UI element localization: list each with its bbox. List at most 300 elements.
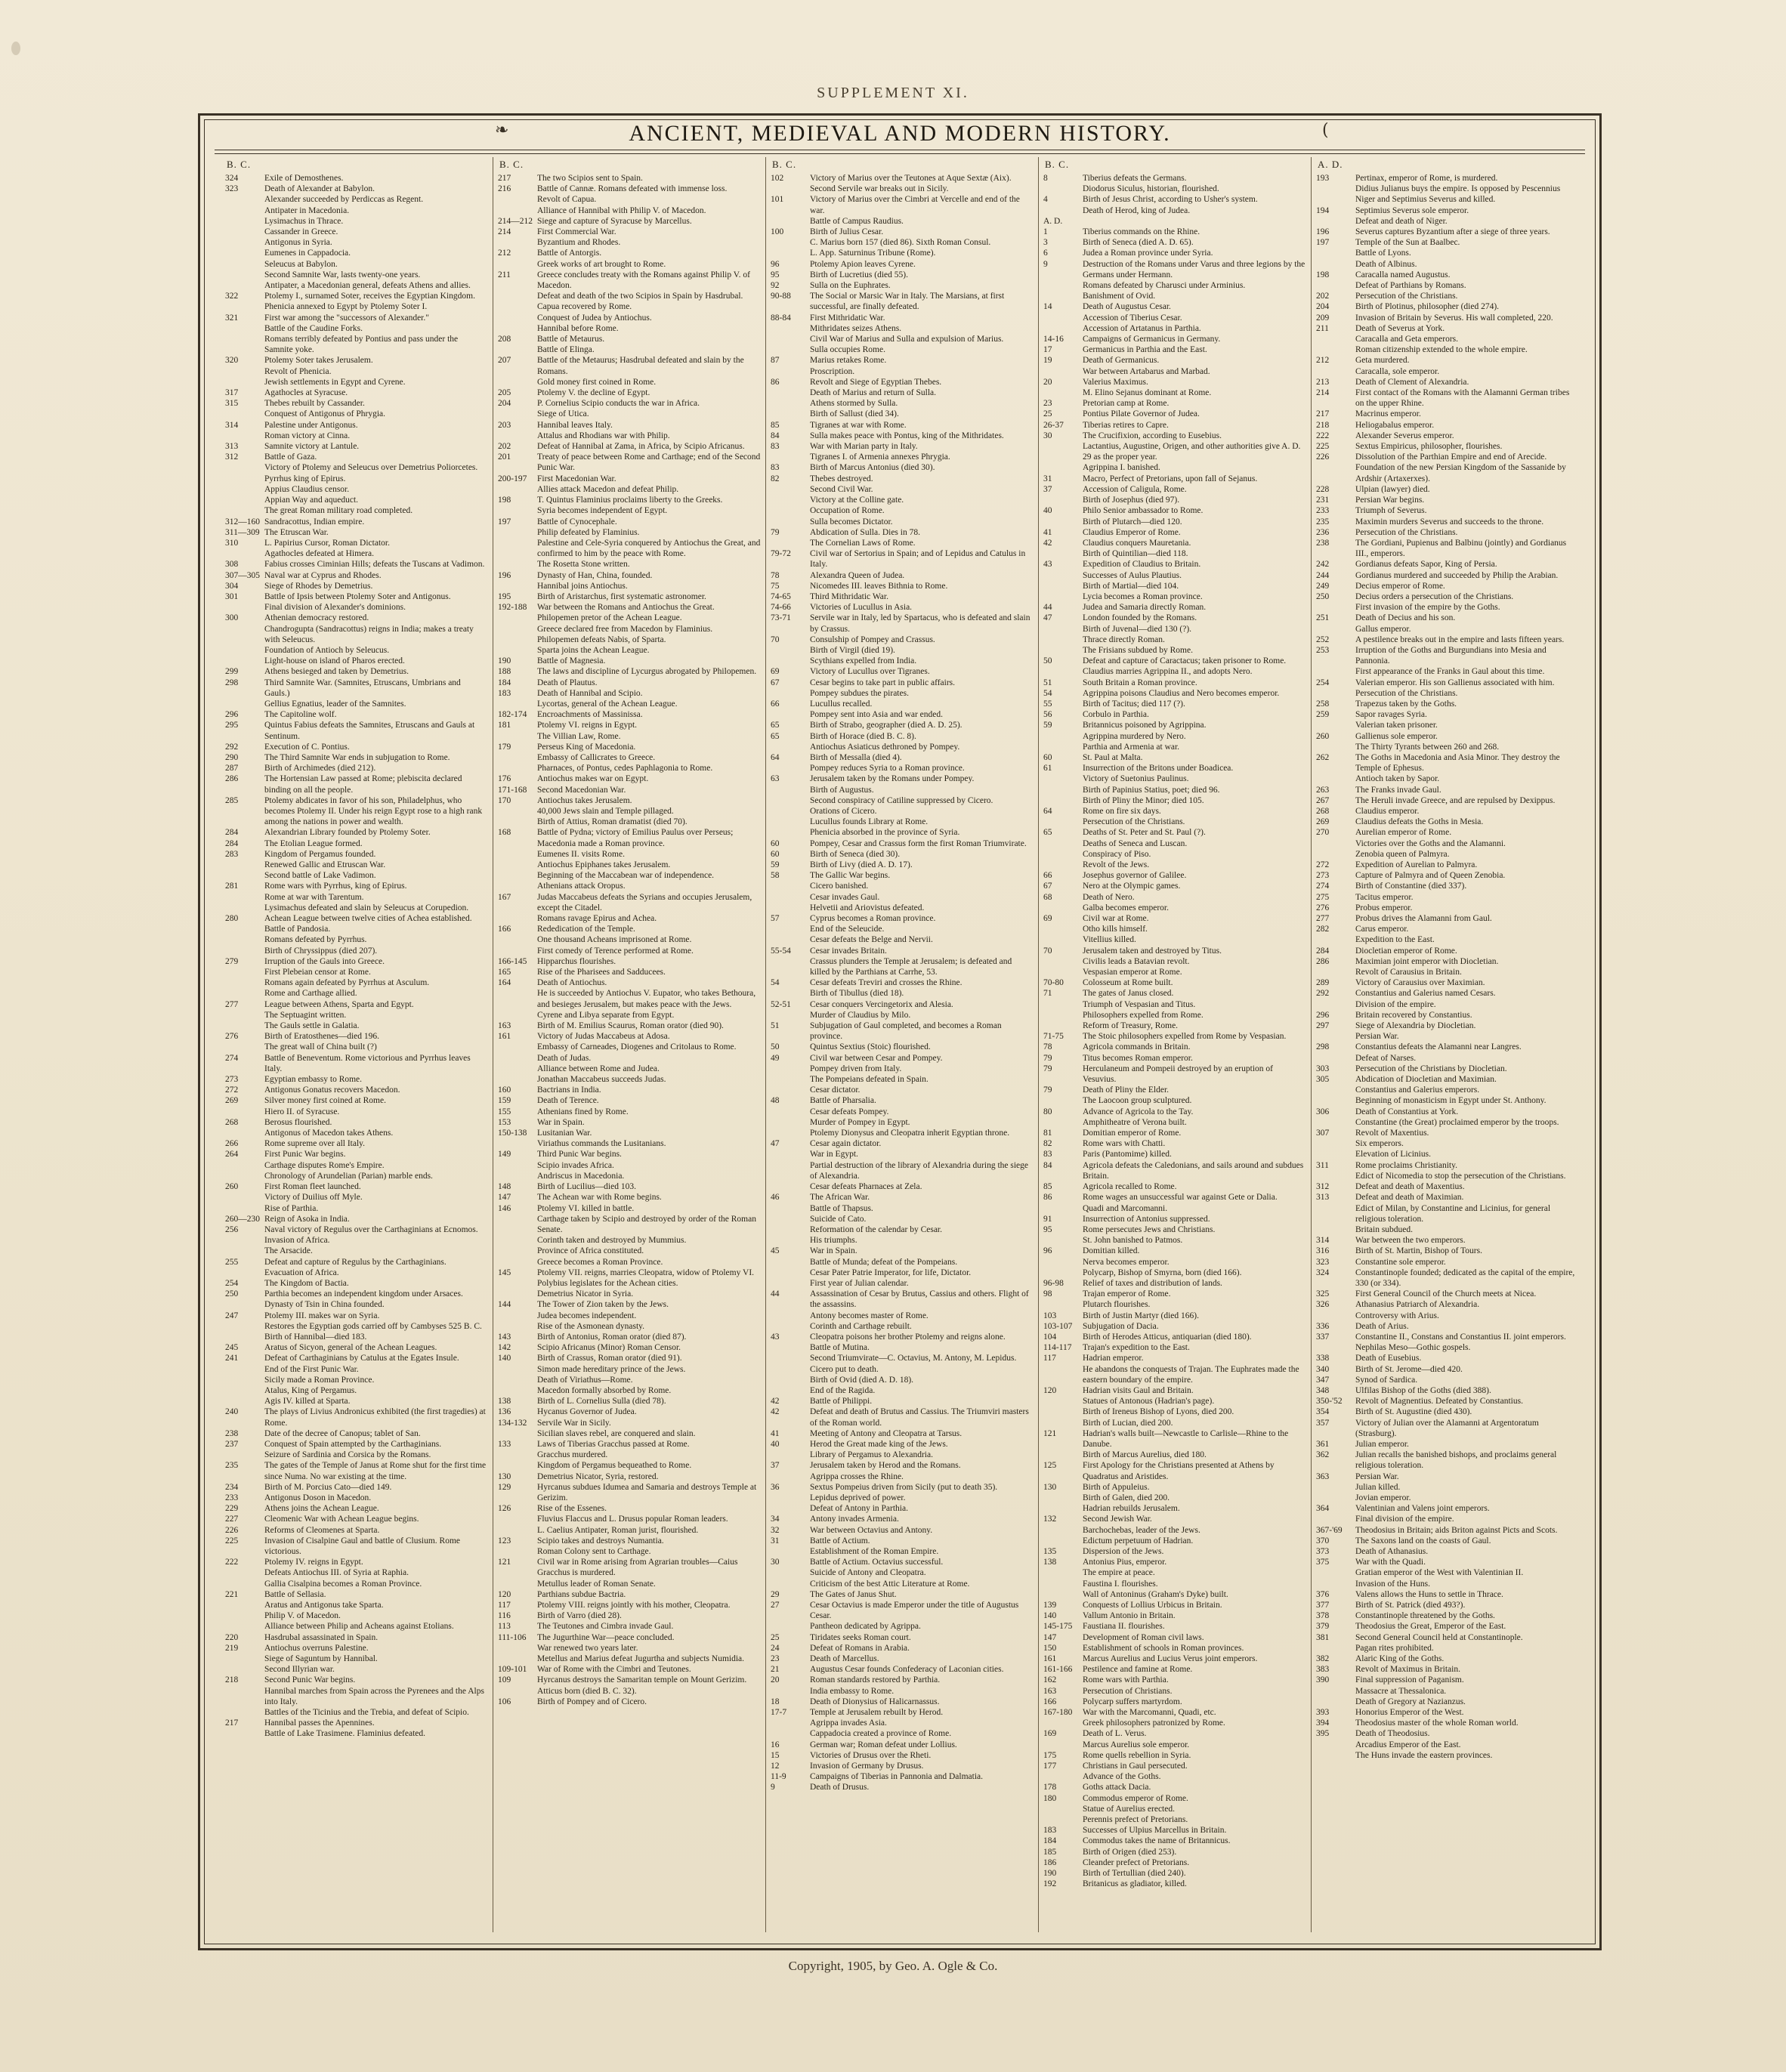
entry-year: 284: [1316, 946, 1330, 956]
entry-text: Antony becomes master of Rome.: [810, 1311, 929, 1320]
timeline-entry: [225, 452, 488, 462]
timeline-entry: [771, 763, 1034, 774]
entry-text: Julian recalls the banished bishops, and proclaims general religious toleration.: [1355, 1450, 1557, 1471]
entry-text: Persian War.: [1355, 1471, 1399, 1481]
entry-text: Gallus emperor.: [1355, 624, 1411, 634]
timeline-entry: [1316, 291, 1579, 301]
entry-text: The Etolian League formed.: [264, 838, 363, 848]
timeline-entry: [1316, 1579, 1579, 1589]
timeline-entry: [225, 1095, 488, 1106]
entry-text: L. Papirius Cursor, Roman Dictator.: [264, 538, 390, 548]
entry-year: [498, 1364, 537, 1375]
entry-year: 50: [771, 1042, 780, 1052]
timeline-entry: [1043, 795, 1306, 806]
entry-text: Sapor ravages Syria.: [1355, 710, 1427, 720]
entry-text: Birth of Plutarch—died 120.: [1083, 517, 1182, 526]
timeline-entry: [498, 1353, 761, 1363]
entry-year: 74-66: [771, 603, 791, 613]
entry-year: 313: [225, 442, 239, 452]
timeline-entry: [498, 1385, 761, 1396]
entry-year: 64: [771, 752, 780, 762]
entry-year: [498, 538, 537, 559]
timeline-entry: [1316, 420, 1579, 431]
timeline-entry: [225, 1728, 488, 1739]
entry-text: Relief of taxes and distribution of lands.: [1083, 1278, 1222, 1288]
timeline-entry: [1316, 613, 1579, 623]
entry-text: First year of Julian calendar.: [810, 1278, 909, 1288]
entry-text: Birth of L. Cornelius Sulla (died 78).: [537, 1397, 666, 1407]
entry-text: The African War.: [810, 1193, 870, 1203]
entry-text: Birth of Lucilius—died 103.: [537, 1182, 636, 1192]
timeline-entry: [771, 1493, 1034, 1503]
entry-year: 139: [1043, 1601, 1057, 1610]
entry-text: Death of Augustus Cesar.: [1083, 302, 1171, 312]
timeline-entry: [498, 1471, 761, 1482]
entry-year: 6: [1043, 249, 1048, 258]
entry-text: Subjugation of Dacia.: [1083, 1321, 1159, 1331]
timeline-entry: [225, 323, 488, 334]
timeline-entry: [771, 1771, 1034, 1782]
entry-text: Death of Athanasius.: [1355, 1547, 1429, 1556]
entry-text: Agricola commands in Britain.: [1083, 1042, 1191, 1052]
timeline-entry: [1043, 838, 1306, 849]
entry-text: Temple of the Sun at Baalbec.: [1355, 238, 1460, 248]
entry-text: Death of Hannibal and Scipio.: [537, 688, 643, 698]
timeline-entry: [225, 1311, 488, 1321]
entry-text: Birth of Appuleius.: [1083, 1482, 1150, 1492]
entry-year: [225, 1600, 264, 1610]
timeline-entry: [1316, 934, 1579, 945]
entry-year: 161: [498, 1032, 511, 1042]
timeline-entry: [1316, 1503, 1579, 1514]
entry-year: 101: [771, 195, 784, 205]
entry-text: Cassander in Greece.: [264, 227, 338, 237]
entry-text: Cesar again dictator.: [810, 1139, 882, 1149]
timeline-entry: [225, 1525, 488, 1536]
entry-year: 272: [225, 1085, 239, 1095]
entry-year: 84: [1043, 1160, 1052, 1170]
entry-year: 272: [1316, 860, 1330, 869]
timeline-entry: [498, 313, 761, 323]
entry-year: 142: [498, 1343, 511, 1353]
entry-year: [1043, 624, 1083, 635]
entry-year: 135: [1043, 1547, 1057, 1556]
timeline-entry: [225, 1364, 488, 1375]
entry-year: [498, 1385, 537, 1396]
timeline-entry: [771, 548, 1034, 570]
entry-text: Persian War begins.: [1355, 496, 1425, 505]
entry-year: 111-106: [498, 1632, 527, 1642]
entry-year: 136: [498, 1407, 511, 1417]
entry-year: 20: [771, 1675, 780, 1685]
entry-year: 30: [1043, 431, 1052, 440]
timeline-entry: [498, 806, 761, 817]
entry-text: Accession of Artatanus in Parthia.: [1083, 323, 1201, 333]
entry-year: 247: [225, 1311, 239, 1320]
entry-text: Greece becomes a Roman Province.: [537, 1257, 663, 1267]
timeline-entry: [1316, 1074, 1579, 1085]
timeline-entry: [498, 860, 761, 870]
entry-text: Victories of Lucullus in Asia.: [810, 603, 913, 613]
timeline-entry: [225, 1235, 488, 1246]
timeline-entry: [225, 1632, 488, 1643]
entry-year: [771, 495, 810, 505]
entry-text: Alliance between Philip and Acheans against Etolians.: [264, 1622, 454, 1632]
timeline-entry: [771, 270, 1034, 280]
entry-year: 310: [225, 538, 239, 548]
timeline-entry: [771, 1718, 1034, 1728]
entry-text: Third Mithridatic War.: [810, 591, 888, 601]
timeline-entry: [1043, 474, 1306, 484]
entry-year: 376: [1316, 1589, 1330, 1599]
entry-text: Athanasius Patriarch of Alexandria.: [1355, 1300, 1480, 1310]
entry-text: Battle of Cynocephale.: [537, 517, 617, 526]
entry-year: [225, 699, 264, 709]
timeline-entry: [225, 409, 488, 419]
entry-text: Claudius defeats the Goths in Mesia.: [1355, 817, 1484, 827]
entry-text: St. Paul at Malta.: [1083, 752, 1143, 762]
entry-year: [498, 1278, 537, 1289]
timeline-entry: [1043, 1311, 1306, 1321]
entry-year: 9: [1043, 259, 1048, 269]
entry-year: 145-175: [1043, 1622, 1073, 1632]
entry-text: Second Servile war breaks out in Sicily.: [810, 184, 949, 194]
entry-year: 140: [498, 1354, 511, 1363]
entry-text: Sulla makes peace with Pontus, king of the Mithridates.: [810, 431, 1004, 440]
entry-year: [1043, 903, 1083, 913]
timeline-entry: [498, 291, 761, 301]
timeline-entry: [771, 1160, 1034, 1181]
timeline-entry: [498, 827, 761, 848]
entry-text: The great Roman military road completed.: [264, 506, 413, 516]
entry-year: [225, 301, 264, 312]
timeline-entry: [1316, 731, 1579, 742]
timeline-entry: [225, 420, 488, 431]
timeline-entry: [1043, 323, 1306, 334]
entry-text: War in Spain.: [537, 1117, 585, 1127]
timeline-entry: [1043, 1268, 1306, 1278]
entry-text: Death of Drusus.: [810, 1783, 870, 1793]
entry-year: [1043, 645, 1083, 656]
entry-year: [1043, 1268, 1083, 1278]
entry-year: [771, 709, 810, 720]
entry-year: [1043, 205, 1083, 216]
entry-text: Foundation of the new Persian Kingdom of the Sassanide by Ardshir (Artaxerxes).: [1355, 463, 1566, 483]
timeline-entry: [498, 946, 761, 956]
entry-year: 96: [771, 259, 780, 269]
timeline-entry: [225, 280, 488, 291]
timeline-entry: [498, 817, 761, 827]
entry-year: [225, 1567, 264, 1578]
timeline-entry: [771, 216, 1034, 227]
entry-text: Defeat and death of Maximian.: [1355, 1193, 1464, 1203]
timeline-entry: [225, 1718, 488, 1728]
entry-text: Hipparchus flourishes.: [537, 956, 616, 966]
timeline-entry: [1316, 1010, 1579, 1021]
entry-text: Reign of Asoka in India.: [264, 1214, 350, 1224]
timeline-entry: [1043, 731, 1306, 742]
entry-text: Conquest of Spain attempted by the Carthaginians.: [264, 1439, 442, 1449]
entry-year: 234: [225, 1482, 239, 1492]
entry-year: 65: [771, 731, 780, 741]
timeline-entry: [498, 1375, 761, 1385]
entry-text: Birth of Livy (died A. D. 17).: [810, 860, 913, 869]
timeline-entry: [225, 613, 488, 623]
entry-text: Atalus, King of Pergamus.: [264, 1385, 357, 1395]
entry-year: 312—160: [225, 517, 260, 526]
entry-text: Rome wages an unsuccessful war against Gete or Dalia.: [1083, 1193, 1278, 1203]
page-title: ANCIENT, MEDIEVAL AND MODERN HISTORY.: [629, 121, 1171, 146]
entry-text: Pharnaces, of Pontus, cedes Paphlagonia to Rome.: [537, 764, 713, 774]
entry-year: [1043, 388, 1083, 398]
timeline-entry: [1043, 1825, 1306, 1836]
entry-text: Philip V. of Macedon.: [264, 1611, 341, 1621]
entry-year: [1043, 666, 1083, 677]
entry-year: 130: [498, 1471, 511, 1481]
entry-year: 264: [225, 1150, 239, 1160]
timeline-entry: [1043, 559, 1306, 570]
timeline-entry: [225, 270, 488, 280]
timeline-entry: [1316, 977, 1579, 988]
timeline-entry: [1316, 1418, 1579, 1439]
timeline-entry: [771, 1707, 1034, 1718]
entry-year: 304: [225, 581, 239, 591]
entry-year: [1043, 1117, 1083, 1128]
entry-year: 292: [225, 742, 239, 752]
entry-year: 63: [771, 774, 780, 784]
timeline-entry: [771, 785, 1034, 795]
entry-year: 159: [498, 1096, 511, 1106]
timeline-entry: [1043, 1493, 1306, 1503]
entry-text: Birth of Seneca (died A. D. 65).: [1083, 238, 1194, 248]
entry-year: 227: [225, 1515, 239, 1524]
entry-text: Severus captures Byzantium after a siege of three years.: [1355, 227, 1550, 237]
entry-year: 56: [1043, 710, 1052, 720]
entry-text: Polycarp suffers martyrdom.: [1083, 1697, 1182, 1706]
timeline-entry: [498, 1031, 761, 1042]
entry-text: Statues of Antonous (Hadrian's page).: [1083, 1397, 1215, 1407]
timeline-entry: [225, 1257, 488, 1268]
entry-text: Athenians fined by Rome.: [537, 1107, 629, 1116]
entry-text: Bactrians in India.: [537, 1085, 601, 1095]
timeline-entry: [225, 956, 488, 967]
timeline-entry: [225, 1707, 488, 1718]
timeline-entry: [225, 581, 488, 591]
entry-year: 314: [1316, 1236, 1330, 1246]
entry-text: Defeat and death of Maxentius.: [1355, 1182, 1465, 1192]
timeline-entry: [1316, 1610, 1579, 1621]
timeline-entry: [498, 1064, 761, 1074]
timeline-entry: [1043, 313, 1306, 323]
timeline-entry: [771, 1675, 1034, 1685]
entry-year: 160: [498, 1085, 511, 1095]
timeline-entry: [1316, 1643, 1579, 1654]
entry-text: Death of Marcellus.: [810, 1654, 879, 1664]
entry-year: 322: [225, 292, 239, 301]
entry-text: Greek philosophers patronized by Rome.: [1083, 1718, 1225, 1728]
entry-text: Constantine II., Constans and Constantius II. joint emperors.: [1355, 1332, 1566, 1342]
entry-text: Death of Pliny the Elder.: [1083, 1085, 1170, 1095]
entry-year: 347: [1316, 1375, 1330, 1385]
entry-text: Second Triumvirate—C. Octavius, M. Antony, M. Lepidus.: [810, 1354, 1017, 1363]
timeline-entry: [1316, 1095, 1579, 1106]
timeline-entry: [1316, 355, 1579, 366]
entry-text: Birth of Papinius Statius, poet; died 96.: [1083, 785, 1220, 795]
entry-text: Second Macedonian War.: [537, 785, 626, 795]
timeline-entry: [1316, 1396, 1579, 1407]
timeline-entry: [498, 559, 761, 570]
entry-year: [498, 237, 537, 248]
timeline-entry: [771, 1654, 1034, 1664]
entry-year: [498, 559, 537, 570]
entry-text: Berosus flourished.: [264, 1117, 332, 1127]
timeline-entry: [498, 1138, 761, 1149]
entry-year: [1316, 666, 1355, 677]
entry-text: Edict of Milan, by Constantine and Licinius, for general religious toleration.: [1355, 1203, 1551, 1224]
entry-text: Birth of Origen (died 253).: [1083, 1847, 1177, 1857]
timeline-entry: [1043, 977, 1306, 988]
timeline-entry: [225, 1138, 488, 1149]
entry-text: Defeat of Romans in Arabia.: [810, 1643, 910, 1653]
entry-text: Restores the Egyptian gods carried off by Cambyses 525 B. C.: [264, 1321, 482, 1331]
entry-year: 162: [1043, 1675, 1057, 1685]
entry-year: [1316, 344, 1355, 355]
entry-text: Defeat and death of Niger.: [1355, 216, 1448, 226]
timeline-entry: [1043, 1557, 1306, 1567]
entry-year: [498, 1235, 537, 1246]
entry-text: Probus drives the Alamanni from Gaul.: [1355, 914, 1492, 924]
entry-text: Death of Clement of Alexandria.: [1355, 377, 1469, 387]
entry-year: 292: [1316, 989, 1330, 999]
entry-year: [498, 581, 537, 591]
entry-year: 184: [498, 678, 511, 687]
entry-text: A pestilence breaks out in the empire and lasts fifteen years.: [1355, 635, 1565, 644]
timeline-entry: [498, 956, 761, 967]
timeline-entry: [771, 194, 1034, 215]
entry-year: [225, 1107, 264, 1117]
entry-text: Jerusalem taken by Herod and the Romans.: [810, 1461, 961, 1471]
timeline-entry: [1316, 688, 1579, 699]
entry-text: Edict of Nicomedia to stop the persecution of the Christians.: [1355, 1171, 1566, 1181]
entry-year: 12: [771, 1762, 780, 1771]
entry-text: Rome wars with Parthia.: [1083, 1675, 1169, 1685]
timeline-entry: [1043, 1782, 1306, 1793]
history-column: [221, 157, 493, 1932]
timeline-entry: [1043, 1138, 1306, 1149]
timeline-entry: [771, 377, 1034, 388]
entry-year: [498, 431, 537, 441]
timeline-entry: [1316, 1546, 1579, 1557]
entry-text: Theodosius the Great, Emperor of the East.: [1355, 1622, 1506, 1632]
entry-text: St. John banished to Patmos.: [1083, 1236, 1183, 1246]
entry-text: Cesar dictator.: [810, 1085, 861, 1095]
timeline-entry: [1043, 1675, 1306, 1685]
entry-text: Philip defeated by Flaminius.: [537, 527, 640, 537]
timeline-entry: [1316, 1171, 1579, 1181]
entry-text: Conquest of Antigonus of Phrygia.: [264, 409, 386, 419]
timeline-entry: [498, 1246, 761, 1256]
entry-year: [1043, 1579, 1083, 1589]
timeline-entry: [498, 666, 761, 677]
entry-year: [498, 1160, 537, 1171]
timeline-entry: [771, 527, 1034, 538]
timeline-entry: [225, 1171, 488, 1181]
entry-year: 203: [498, 420, 511, 430]
entry-text: Atticus born (died B. C. 32).: [537, 1686, 637, 1696]
entry-year: 362: [1316, 1450, 1330, 1460]
timeline-entry: [1043, 1192, 1306, 1203]
timeline-entry: [498, 237, 761, 248]
entry-text: Trajan's expedition to the East.: [1083, 1343, 1190, 1353]
timeline-entry: [1316, 1064, 1579, 1074]
timeline-entry: [1316, 259, 1579, 270]
entry-text: First Commercial War.: [537, 227, 616, 237]
history-column: [1312, 157, 1584, 1932]
entry-year: 250: [225, 1289, 239, 1299]
entry-text: The Villian Law, Rome.: [537, 731, 621, 741]
timeline-entry: [498, 1053, 761, 1064]
entry-text: Galba becomes emperor.: [1083, 903, 1169, 912]
timeline-entry: [771, 1107, 1034, 1117]
entry-text: Fabius crosses Ciminian Hills; defeats the Tuscans at Vadimon.: [264, 560, 485, 570]
entry-text: Polybius legislates for the Achean cities.: [537, 1278, 678, 1288]
timeline-entry: [498, 1128, 761, 1138]
entry-text: Sulla occupies Rome.: [810, 345, 885, 355]
entry-year: 185: [1043, 1847, 1057, 1857]
timeline-entry: [1043, 967, 1306, 977]
timeline-entry: [498, 1450, 761, 1460]
timeline-entry: [1316, 377, 1579, 388]
timeline-entry: [1043, 1567, 1306, 1578]
entry-text: Romans defeated by Charusci under Arminius.: [1083, 281, 1246, 291]
timeline-entry: [225, 216, 488, 227]
entry-text: Naval war at Cyprus and Rhodes.: [264, 570, 382, 580]
timeline-entry: [1043, 924, 1306, 934]
entry-text: Birth of Attius, Roman dramatist (died 70).: [537, 817, 688, 827]
entry-text: Diodorus Siculus, historian, flourished.: [1083, 184, 1219, 194]
entry-text: Claudius marries Agrippina II., and adopts Nero.: [1083, 667, 1253, 677]
entry-text: Birth of Marcus Antonius (died 30).: [810, 463, 935, 473]
timeline-entry: [1043, 1482, 1306, 1493]
history-column: [1039, 157, 1312, 1932]
entry-year: 78: [1043, 1042, 1052, 1052]
entry-text: Persecution of the Christians.: [1355, 292, 1458, 301]
timeline-entry: [498, 1257, 761, 1268]
entry-year: 188: [498, 667, 511, 677]
timeline-entry: [1043, 624, 1306, 635]
entry-year: [225, 1021, 264, 1031]
entry-text: War with Marian party in Italy.: [810, 442, 918, 452]
entry-text: Insurrection of Antonius suppressed.: [1083, 1214, 1210, 1224]
timeline-entry: [771, 1138, 1034, 1149]
entry-text: Banishment of Ovid.: [1083, 292, 1156, 301]
timeline-entry: [771, 420, 1034, 431]
timeline-entry: [1043, 709, 1306, 720]
entry-year: 180: [1043, 1793, 1057, 1803]
entry-text: He is succeeded by Antiochus V. Eupator, who takes Bethoura, and besieges Jerusalem, but makes peace with the Jews.: [537, 989, 756, 1009]
timeline-entry: [225, 1342, 488, 1353]
entry-text: Birth of M. Porcius Cato—died 149.: [264, 1482, 392, 1492]
timeline-entry: [771, 1740, 1034, 1750]
timeline-entry: [771, 645, 1034, 656]
entry-year: 83: [771, 463, 780, 473]
entry-text: The gates of the Temple of Janus at Rome shut for the first time since Numa. No war existing at the time.: [264, 1461, 487, 1481]
timeline-entry: [1043, 216, 1306, 227]
timeline-entry: [1043, 1085, 1306, 1095]
entry-text: Defeat of Antony in Parthia.: [810, 1504, 908, 1514]
entry-text: First Apology for the Christians presented at Athens by Quadratus and Aristides.: [1083, 1461, 1275, 1481]
timeline-entry: [498, 934, 761, 945]
